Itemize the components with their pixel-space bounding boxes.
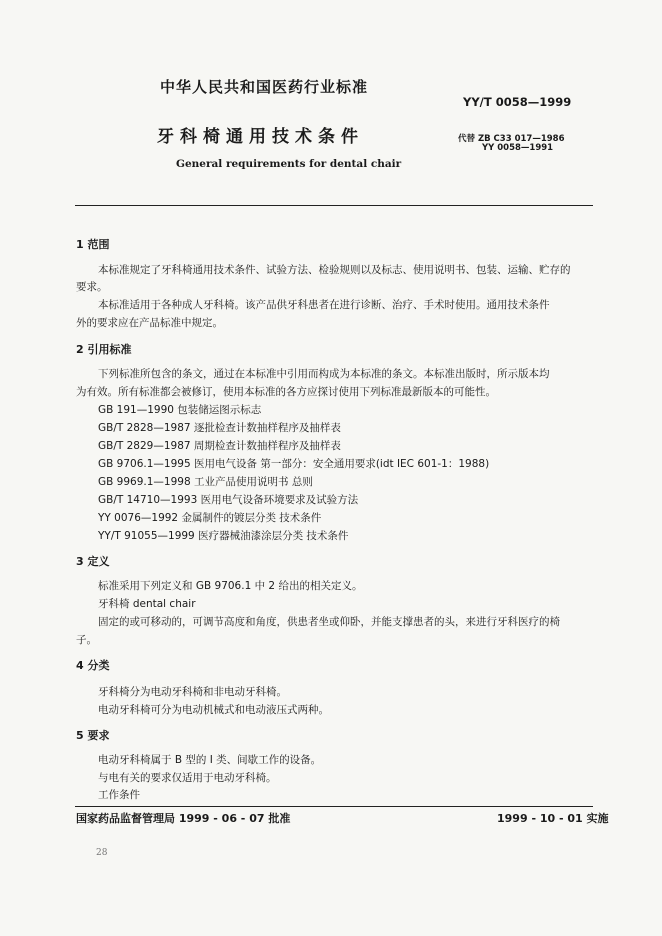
standard-code: YY/T 0058—1999 <box>463 95 572 109</box>
approval-date: 国家药品监督管理局 1999 - 06 - 07 批准 <box>76 812 291 825</box>
reference-item: GB 191—1990 包装储运图示标志 <box>98 404 262 416</box>
page-number: 28 <box>96 848 108 858</box>
section-2-intro-line-1: 下列标准所包含的条文，通过在本标准中引用而构成为本标准的条文。本标准出版时，所示版本均 <box>98 368 550 380</box>
section-2-intro-line-2: 为有效。所有标准都会被修订，使用本标准的各方应探讨使用下列标准最新版本的可能性。 <box>76 386 496 398</box>
section-1-heading: 1 范围 <box>76 238 110 251</box>
header-divider <box>75 205 593 206</box>
replaces-line-2: YY 0058—1991 <box>482 143 554 153</box>
section-5-line-3: 工作条件 <box>98 789 140 801</box>
english-title: General requirements for dental chair <box>176 158 402 170</box>
section-2-heading: 2 引用标准 <box>76 343 132 356</box>
section-5-heading: 5 要求 <box>76 729 110 742</box>
section-3-line-1: 标准采用下列定义和 GB 9706.1 中 2 给出的相关定义。 <box>98 580 363 592</box>
reference-item: GB 9706.1—1995 医用电气设备 第一部分：安全通用要求(idt IEC 601-1：1988) <box>98 458 490 470</box>
section-1-paragraph-1-line-1: 本标准规定了牙科椅通用技术条件、试验方法、检验规则以及标志、使用说明书、包装、运输、贮存的 <box>98 264 571 276</box>
reference-item: GB 9969.1—1998 工业产品使用说明书 总则 <box>98 476 313 488</box>
implementation-date: 1999 - 10 - 01 实施 <box>497 812 609 825</box>
definition-text-line-2: 子。 <box>76 634 97 646</box>
reference-item: YY/T 91055—1999 医疗器械油漆涂层分类 技术条件 <box>98 530 349 542</box>
definition-term: 牙科椅 dental chair <box>98 598 196 610</box>
document-title: 牙科椅通用技术条件 <box>157 127 364 147</box>
section-5-line-2: 与电有关的要求仅适用于电动牙科椅。 <box>98 772 277 784</box>
reference-item: YY 0076—1992 金属制件的镀层分类 技术条件 <box>98 512 322 524</box>
footer-divider <box>75 806 593 807</box>
section-1-paragraph-2-line-2: 外的要求应在产品标准中规定。 <box>76 317 223 329</box>
section-5-line-1: 电动牙科椅属于 B 型的 Ⅰ 类、间歇工作的设备。 <box>98 754 322 766</box>
issuing-organization: 中华人民共和国医药行业标准 <box>160 78 369 96</box>
section-4-heading: 4 分类 <box>76 659 110 672</box>
section-3-heading: 3 定义 <box>76 555 110 568</box>
replaces-line-1: 代替 ZB C33 017—1986 <box>458 134 565 144</box>
reference-item: GB/T 14710—1993 医用电气设备环境要求及试验方法 <box>98 494 359 506</box>
reference-item: GB/T 2829—1987 周期检查计数抽样程序及抽样表 <box>98 440 341 452</box>
section-1-paragraph-2-line-1: 本标准适用于各种成人牙科椅。该产品供牙科患者在进行诊断、治疗、手术时使用。通用技术条件 <box>98 299 550 311</box>
section-4-line-2: 电动牙科椅可分为电动机械式和电动液压式两种。 <box>98 704 329 716</box>
section-1-paragraph-1-line-2: 要求。 <box>76 281 108 293</box>
reference-item: GB/T 2828—1987 逐批检查计数抽样程序及抽样表 <box>98 422 341 434</box>
definition-text-line-1: 固定的或可移动的，可调节高度和角度，供患者坐或仰卧，并能支撑患者的头，来进行牙科医疗的椅 <box>98 616 560 628</box>
section-4-line-1: 牙科椅分为电动牙科椅和非电动牙科椅。 <box>98 686 287 698</box>
